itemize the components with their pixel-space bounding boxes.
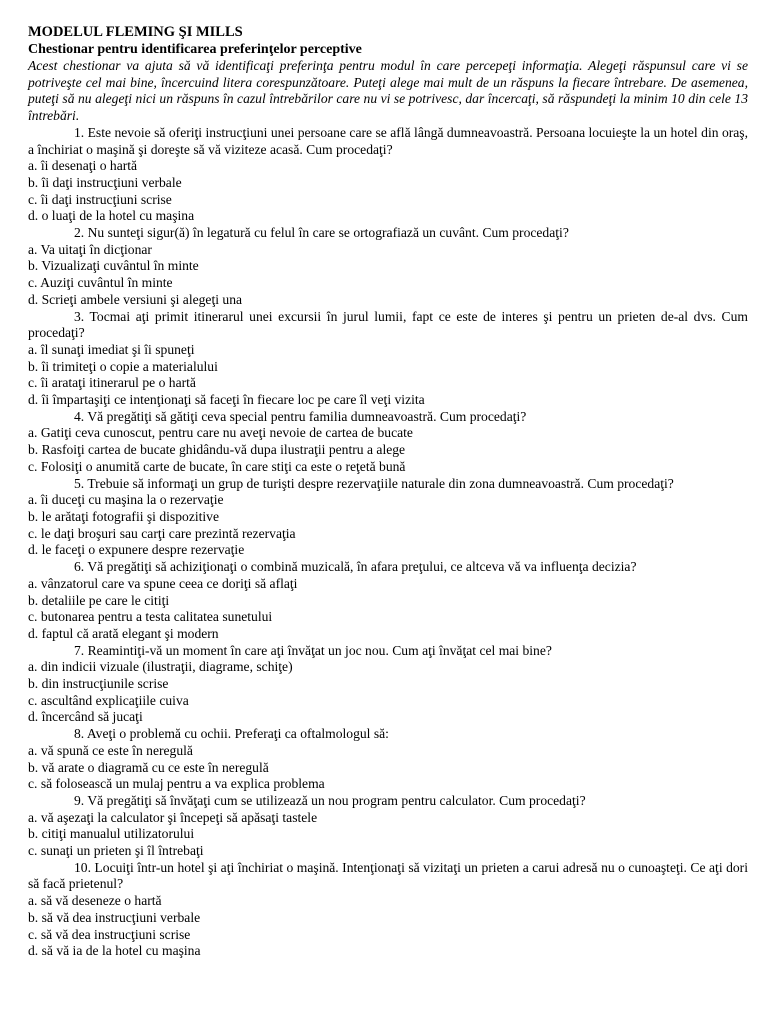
question-text: 7. Reamintiţi-vă un moment în care aţi învăţat un joc nou. Cum aţi învăţat cel mai bine?	[74, 642, 552, 658]
answer-option: c. sunaţi un prieten şi îl întrebaţi	[28, 843, 204, 859]
question-text: 8. Aveţi o problemă cu ochii. Preferaţi ca oftalmologul să:	[74, 726, 389, 742]
answer-option: b. vă arate o diagramă cu ce este în neregulă	[28, 759, 269, 775]
answer-option: d. le faceţi o expunere despre rezervaţie	[28, 542, 245, 558]
answer-option: a. îi duceţi cu maşina la o rezervaţie	[28, 492, 224, 508]
question-text: 10. Locuiţi într-un hotel şi aţi închiriat o maşină. Intenţionaţi să vizitaţi un prieten a carui adresă nu o cunoaşteţi. Ce aţi dori să facă prietenul?	[28, 859, 748, 892]
question-text: 6. Vă pregătiţi să achiziţionaţi o combină muzicală, în afara preţului, ce altceva vă va influenţa decizia?	[74, 559, 637, 575]
answer-option: c. ascultând explicaţiile cuiva	[28, 692, 189, 708]
question-block	[28, 643, 748, 727]
question-text: 1. Este nevoie să oferiţi instrucţiuni unei persoane care se află lângă dumneavoastră. Persoana locuieşte la un hotel din oraş, a închiriat o maşină şi doreşte să vă viziteze acasă. Cum procedaţi?	[28, 124, 748, 157]
question-block	[28, 309, 748, 409]
answer-option: a. vânzatorul care va spune ceea ce doriţi să aflaţi	[28, 575, 298, 591]
answer-option: a. vă aşezaţi la calculator şi începeţi să apăsaţi tastele	[28, 809, 318, 825]
answer-option: b. detaliile pe care le citiţi	[28, 592, 170, 608]
question-block	[28, 726, 748, 793]
answer-option: b. citiţi manualul utilizatorului	[28, 826, 195, 842]
answer-option: a. să vă deseneze o hartă	[28, 893, 162, 909]
answer-option: d. să vă ia de la hotel cu maşina	[28, 943, 201, 959]
answer-option: b. îi trimiteţi o copie a materialului	[28, 358, 218, 374]
answer-option: a. din indicii vizuale (ilustraţii, diagrame, schiţe)	[28, 659, 293, 675]
question-block	[28, 793, 748, 860]
question-text: 3. Tocmai aţi primit itinerarul unei excursii în jurul lumii, fapt ce este de interes şi pentru un prieten de-al dvs. Cum procedaţi?	[28, 308, 748, 341]
answer-option: b. Vizualizaţi cuvântul în minte	[28, 258, 199, 274]
answer-option: a. îl sunaţi imediat şi îi spuneţi	[28, 341, 195, 357]
question-block	[28, 225, 748, 309]
answer-option: c. Auziţi cuvântul în minte	[28, 275, 173, 291]
answer-option: c. să vă dea instrucţiuni scrise	[28, 926, 191, 942]
question-block	[28, 125, 748, 225]
question-text: 5. Trebuie să informaţi un grup de turişti despre rezervaţiile naturale din zona dumneavoastră. Cum procedaţi?	[74, 475, 674, 491]
answer-option: a. îi desenaţi o hartă	[28, 158, 138, 174]
answer-option: d. încercând să jucaţi	[28, 709, 143, 725]
answer-option: a. Gatiţi ceva cunoscut, pentru care nu aveţi nevoie de cartea de bucate	[28, 425, 413, 441]
answer-option: b. îi daţi instrucţiuni verbale	[28, 174, 182, 190]
answer-option: d. îi împartaşiţi ce intenţionaţi să faceţi în fiecare loc pe care îl veţi vizita	[28, 392, 425, 408]
question-block	[28, 476, 748, 560]
answer-option: c. butonarea pentru a testa calitatea sunetului	[28, 609, 273, 625]
answer-option: c. îi daţi instrucţiuni scrise	[28, 191, 172, 207]
answer-option: a. vă spună ce este în neregulă	[28, 742, 193, 758]
document-subtitle: Chestionar pentru identificarea preferinţelor perceptive	[28, 42, 362, 57]
answer-option: c. să folosească un mulaj pentru a va explica problema	[28, 776, 325, 792]
question-text: 4. Vă pregătiţi să gătiţi ceva special pentru familia dumneavoastră. Cum procedaţi?	[74, 408, 527, 424]
answer-option: b. le arătaţi fotografii şi dispozitive	[28, 508, 220, 524]
answer-option: c. le daţi broşuri sau carţi care prezintă rezervaţia	[28, 525, 296, 541]
answer-option: d. faptul că arată elegant şi modern	[28, 625, 219, 641]
question-text: 9. Vă pregătiţi să învăţaţi cum se utilizează un nou program pentru calculator. Cum procedaţi?	[74, 792, 586, 808]
answer-option: b. să vă dea instrucţiuni verbale	[28, 909, 201, 925]
intro-paragraph: Acest chestionar va ajuta să vă identificaţi preferinţa pentru modul în care percepeţi informaţia. Alegeţi răspunsul care vi se potriveşte cel mai bine, încercuind litera corespunzătoare. Puteţi alege mai mult de un răspuns la fiecare întrebare. De asemenea, puteţi să nu alegeţi nici un răspuns în cazul întrebărilor care nu vi se potrivesc, dar încercaţi, să răspundeţi la minim 10 din cele 13 întrebări.	[28, 58, 748, 124]
question-block	[28, 409, 748, 476]
answer-option: c. îi arataţi itinerarul pe o hartă	[28, 375, 196, 391]
answer-option: c. Folosiţi o anumită carte de bucate, în care stiţi ca este o reţetă bună	[28, 458, 406, 474]
question-block	[28, 559, 748, 643]
answer-option: b. Rasfoiţi cartea de bucate ghidându-vă dupa ilustraţii pentru a alege	[28, 442, 406, 458]
question-text: 2. Nu sunteţi sigur(ă) în legatură cu felul în care se ortografiază un cuvânt. Cum procedaţi?	[74, 225, 569, 241]
answer-option: a. Va uitaţi în dicţionar	[28, 241, 152, 257]
question-block	[28, 860, 748, 960]
answer-option: d. o luaţi de la hotel cu maşina	[28, 208, 195, 224]
answer-option: d. Scrieţi ambele versiuni şi alegeţi una	[28, 291, 243, 307]
document-title: MODELUL FLEMING ŞI MILLS	[28, 24, 243, 40]
answer-option: b. din instrucţiunile scrise	[28, 676, 169, 692]
